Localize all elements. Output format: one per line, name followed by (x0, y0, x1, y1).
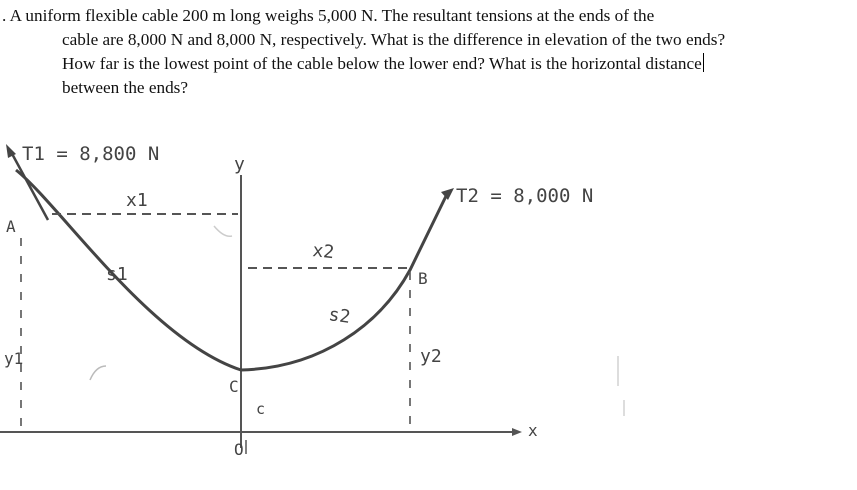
cable-curve (16, 170, 448, 370)
c-upper-label: C (229, 377, 239, 396)
origin-label: O (234, 440, 244, 459)
problem-number: . (2, 6, 7, 25)
problem-line-4: between the ends? (62, 78, 188, 97)
s1-label: s1 (106, 264, 128, 285)
t1-label: T1 = 8,800 N (22, 143, 160, 165)
y1-label: y1 (4, 349, 24, 368)
problem-line-1: . A uniform flexible cable 200 m long weighs 5,000 N. The resultant tensions at the ends of the (2, 6, 655, 25)
faint-mark (214, 226, 232, 236)
y2-label: y2 (420, 346, 442, 367)
problem-line-2: cable are 8,000 N and 8,000 N, respectively. What is the difference in elevation of the two ends? (62, 30, 726, 49)
x1-label: x1 (126, 190, 148, 211)
t2-arrowhead (441, 188, 454, 200)
problem-line-3: How far is the lowest point of the cable below the lower end? What is the horizontal distance (62, 54, 702, 73)
cable-diagram (0, 130, 857, 490)
text-cursor (703, 53, 704, 72)
c-lower-label: c (256, 400, 266, 418)
x2-label: x2 (311, 240, 336, 264)
faint-mark (90, 366, 106, 380)
x-axis-arrow (512, 428, 522, 436)
t2-label: T2 = 8,000 N (456, 185, 594, 207)
problem-statement (2, 4, 852, 100)
y-axis-label: y (234, 154, 245, 175)
x-axis-label: x (528, 421, 538, 440)
s2-label: s2 (327, 304, 352, 328)
point-b-label: B (418, 269, 428, 288)
point-a-label: A (6, 217, 16, 236)
